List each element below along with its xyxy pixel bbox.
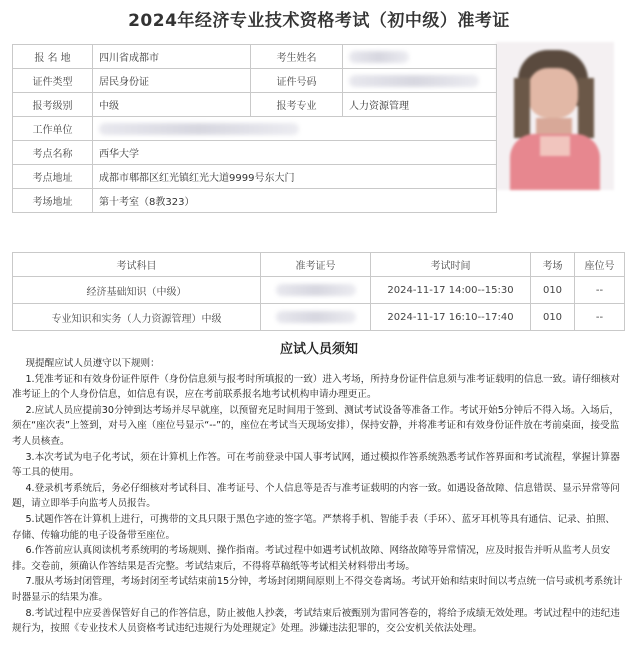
header-seat: 座位号 [575,253,625,277]
id-number-label: 证件号码 [251,69,343,93]
name-label: 考生姓名 [251,45,343,69]
notice-item: 5.试题作答在计算机上进行，可携带的文具只限于黑色字迹的签字笔。严禁将手机、智能手表（手环）、蓝牙耳机等具有通信、记录、拍照、存储、传输功能的电子设备带至座位。 [12,513,616,541]
notice-item: 6.作答前应认真阅读机考系统明的考场规则、操作指南。考试过程中如遇考试机故障、网络故障等异常情况，应及时报告并听从监考人员安排。交卷前，须确认作答结果是否完整。考试结束后，不得将草稿纸等考试相关材料带出考场。 [12,545,611,572]
room-cell: 010 [531,304,575,331]
id-type-value: 居民身份证 [93,69,251,93]
id-number-value-redacted [343,69,497,93]
id-type-label: 证件类型 [13,69,93,93]
time-cell: 2024-11-17 16:10--17:40 [371,304,531,331]
page-title: 2024年经济专业技术资格考试（初中级）准考证 [128,11,510,31]
notice-body [12,356,624,637]
seat-cell: -- [575,304,625,331]
table-row [13,304,625,331]
notice-item: 2.应试人员应提前30分钟到达考场并尽早就座，以预留充足时间用于签到、测试考试设备等准备工作。考试开始5分钟后不得入场。入场后，须在“座次表”上签到，对号入座（座位号显示“--”的，座位在考试当天现场安排），保持安静，并将准考证和有效身份证件放在考前桌面，接受监考人员核查。 [12,404,620,447]
room-label: 考场地址 [13,189,93,213]
subject-cell: 经济基础知识（中级） [13,277,261,304]
seat-cell: -- [575,277,625,304]
major-value: 人力资源管理 [343,93,497,117]
candidate-photo [496,42,614,190]
time-cell: 2024-11-17 14:00--15:30 [371,277,531,304]
level-value: 中级 [93,93,251,117]
notice-item: 8.考试过程中应妥善保管好自己的作答信息，防止被他人抄袭，考试结束后被甄别为雷同答卷的，将给予成绩无效处理。考试过程中的违纪违规行为，按照《专业技术人员资格考试违纪违规行为处理规定》处理。涉嫌违法犯罪的，交公安机关依法处理。 [12,607,620,635]
major-label: 报考专业 [251,93,343,117]
work-unit-value-redacted [93,117,497,141]
header-exam-time: 考试时间 [371,253,531,277]
level-label: 报考级别 [13,93,93,117]
notice-item: 4.登录机考系统后，务必仔细核对考试科目、准考证号、个人信息等是否与准考证载明的内容一致。如遇设备故障、信息错误、显示异常等问题，请立即举手向监考人员报告。 [12,482,620,510]
work-unit-label: 工作单位 [13,117,93,141]
header-admission-number: 准考证号 [261,253,371,277]
notice-title: 应试人员须知 [279,342,358,357]
notice-item: 3.本次考试为电子化考试，须在计算机上作答。可在考前登录中国人事考试网，通过模拟作答系统熟悉考试作答界面和考试流程，掌握计算器等工具的使用。 [12,451,620,479]
header-room: 考场 [531,253,575,277]
header-subject: 考试科目 [13,253,261,277]
notice-intro: 现提醒应试人员遵守以下规则： [25,358,160,369]
site-address-value: 成都市郫都区红光镇红光大道9999号东大门 [93,165,497,189]
notice-item: 1.凭准考证和有效身份证件原件（身份信息须与报考时所填报的一致）进入考场，所持身份证件信息须与准考证载明的信息一致。请仔细核对准考证上的个人身份信息，如信息有误，应在考前联系报名地考试机构申请办理更正。 [12,373,620,401]
exam-site-label: 考点名称 [13,141,93,165]
notice-item: 7.服从考场封闭管理，考场封闭至考试结束前15分钟，考场封闭期间原则上不得交卷离场。考试开始和结束时间以考点统一信号或机考系统计时器显示的结果为准。 [12,576,623,603]
candidate-info-table [12,44,497,213]
exam-site-value: 西华大学 [93,141,497,165]
report-place-label: 报 名 地 [13,45,93,69]
room-cell: 010 [531,277,575,304]
table-row [13,277,625,304]
name-value-redacted [343,45,497,69]
admission-number-redacted [261,277,371,304]
subject-cell: 专业知识和实务（人力资源管理）中级 [13,304,261,331]
room-value: 第十考室（8教323） [93,189,497,213]
exam-schedule-table [12,252,625,331]
report-place-value: 四川省成都市 [93,45,251,69]
admission-number-redacted [261,304,371,331]
site-address-label: 考点地址 [13,165,93,189]
